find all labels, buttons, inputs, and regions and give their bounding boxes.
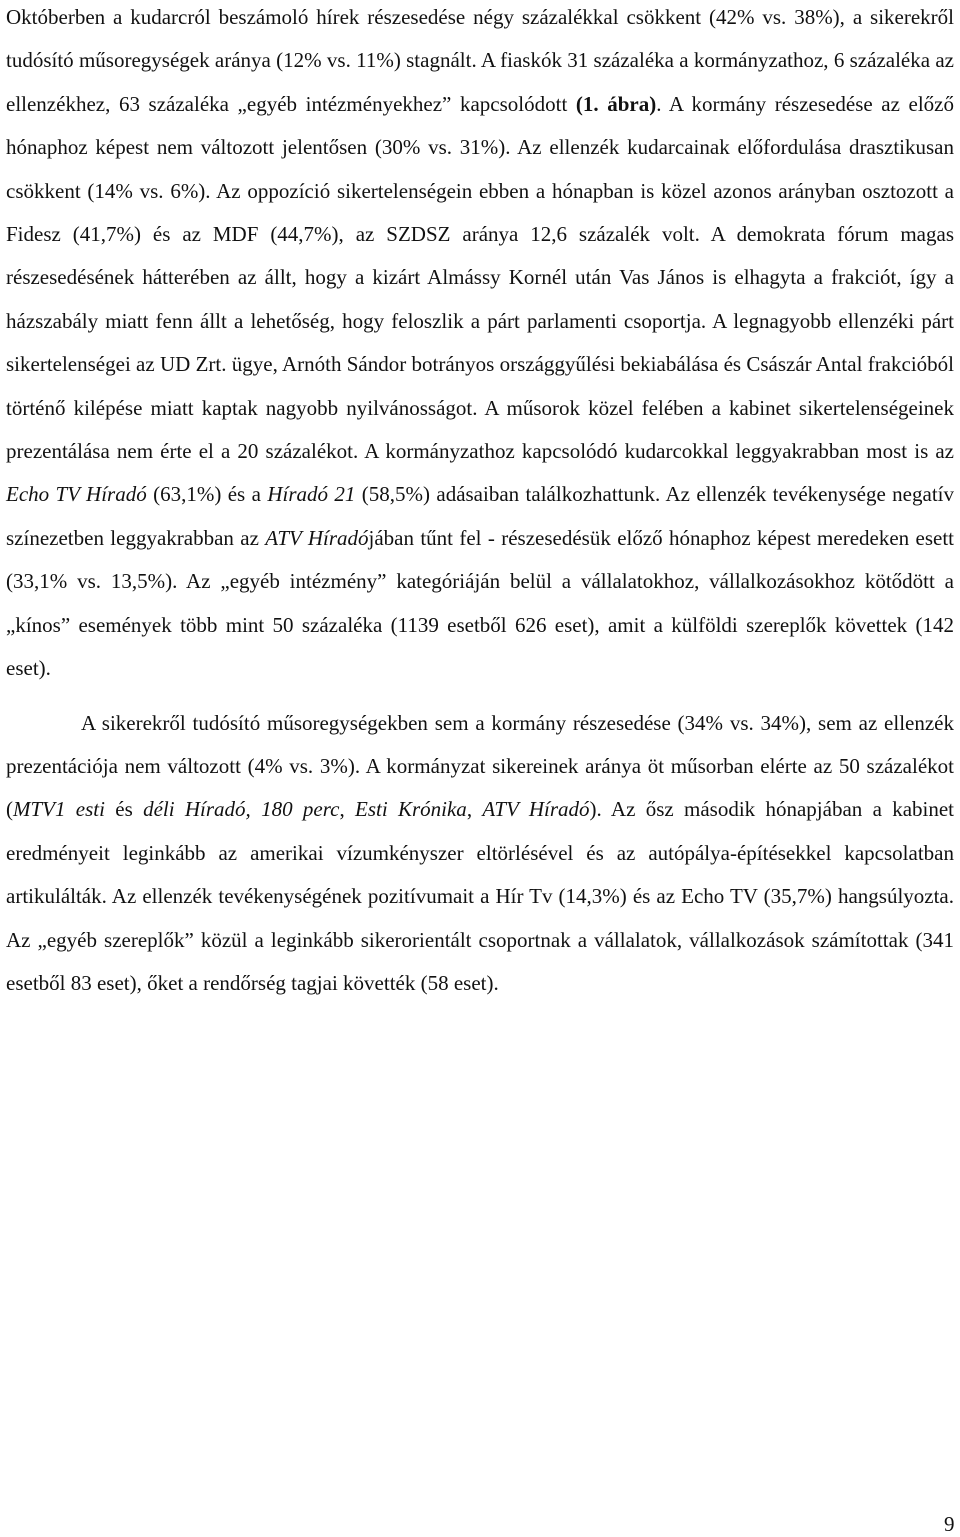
text-segment: és	[104, 797, 144, 822]
program-title: ATV Híradó	[482, 797, 590, 822]
text-segment: ,	[466, 797, 483, 822]
document-page	[6, 0, 954, 1005]
program-title: Esti Krónika	[355, 797, 467, 822]
page-number: 9	[944, 1512, 955, 1536]
paragraph-1	[6, 0, 954, 691]
program-title: Híradó 21	[267, 482, 356, 507]
text-segment: ). Az ősz második hónapjában a kabinet eredményeit leginkább az amerikai vízumkényszer eltörlésével és az autópálya-építésekkel kapcsolatban artikulálták. Az ellenzék tevékenységének pozitívumait a Hír Tv (14,3%) és az Echo TV (35,7%) hangsúlyozta. Az „egyéb szereplők” közül a leginkább sikerorientált csoportnak a vállalatok, vállalkozások számítottak (341 esetből 83 eset), őket a rendőrség tagjai követték (58 eset).	[6, 797, 955, 995]
figure-reference: (1. ábra)	[575, 91, 657, 116]
program-title: ATV Híradó	[265, 525, 369, 550]
text-segment: (58,5%) adásaiban találkozhattunk. Az ellenzék tevékenysége negatív színezetben leggyakrabban az	[6, 482, 954, 550]
text-segment: jában tűnt fel - részesedésük előző hónaphoz képest meredeken esett (33,1% vs. 13,5%). Az „egyéb intézmény” kategóriáján belül a vállalatokhoz, vállalkozásokhoz kötődött a „kínos” események több mint 50 százaléka (1139 esetből 626 eset), amit a külföldi szereplők követtek (142 eset).	[6, 525, 954, 681]
program-title: MTV1 esti	[13, 797, 105, 822]
text-segment: Októberben a kudarcról beszámoló hírek részesedése négy százalékkal csökkent (42% vs. 38%), a sikerekről tudósító műsoregységek aránya (12% vs. 11%) stagnált. A fiaskók 31 százaléka a kormányzathoz, 6 százaléka az ellenzékhez, 63 százaléka „egyéb intézményekhez” kapcsolódott	[6, 5, 954, 116]
program-title: déli Híradó, 180 perc	[143, 797, 340, 822]
text-segment: ,	[339, 797, 355, 822]
paragraph-2	[6, 702, 954, 1006]
program-title: Echo TV Híradó	[6, 482, 147, 507]
text-segment: . A kormány részesedése az előző hónaphoz képest nem változott jelentősen (30% vs. 31%). Az ellenzék kudarcainak előfordulása drasztikusan csökkent (14% vs. 6%). Az oppozíció sikertelenségein ebben a hónapban is közel azonos arányban osztozott a Fidesz (41,7%) és az MDF (44,7%), az SZDSZ aránya 12,6 százalék volt. A demokrata fórum magas részesedésének hátterében az állt, hogy a kizárt Almássy Kornél után Vas János is elhagyta a frakciót, így a házszabály miatt fenn állt a lehetőség, hogy feloszlik a párt parlamenti csoportja. A legnagyobb ellenzéki párt sikertelenségei az UD Zrt. ügye, Arnóth Sándor botrányos országgyűlési bekiabálása és Császár Antal frakcióból történő kilépése miatt kaptak nagyobb nyilvánosságot. A műsorok közel felében a kabinet sikertelenségeinek prezentálása nem érte el a 20 százalékot. A kormányzathoz kapcsolódó kudarcokkal leggyakrabban most is az	[6, 91, 954, 464]
text-segment: A sikerekről tudósító műsoregységekben sem a kormány részesedése (34% vs. 34%), sem az ellenzék prezentációja nem változott (4% vs. 3%). A kormányzat sikereinek aránya öt műsorban elérte az 50 százalékot (	[6, 710, 954, 822]
text-segment: (63,1%) és a	[146, 482, 268, 507]
